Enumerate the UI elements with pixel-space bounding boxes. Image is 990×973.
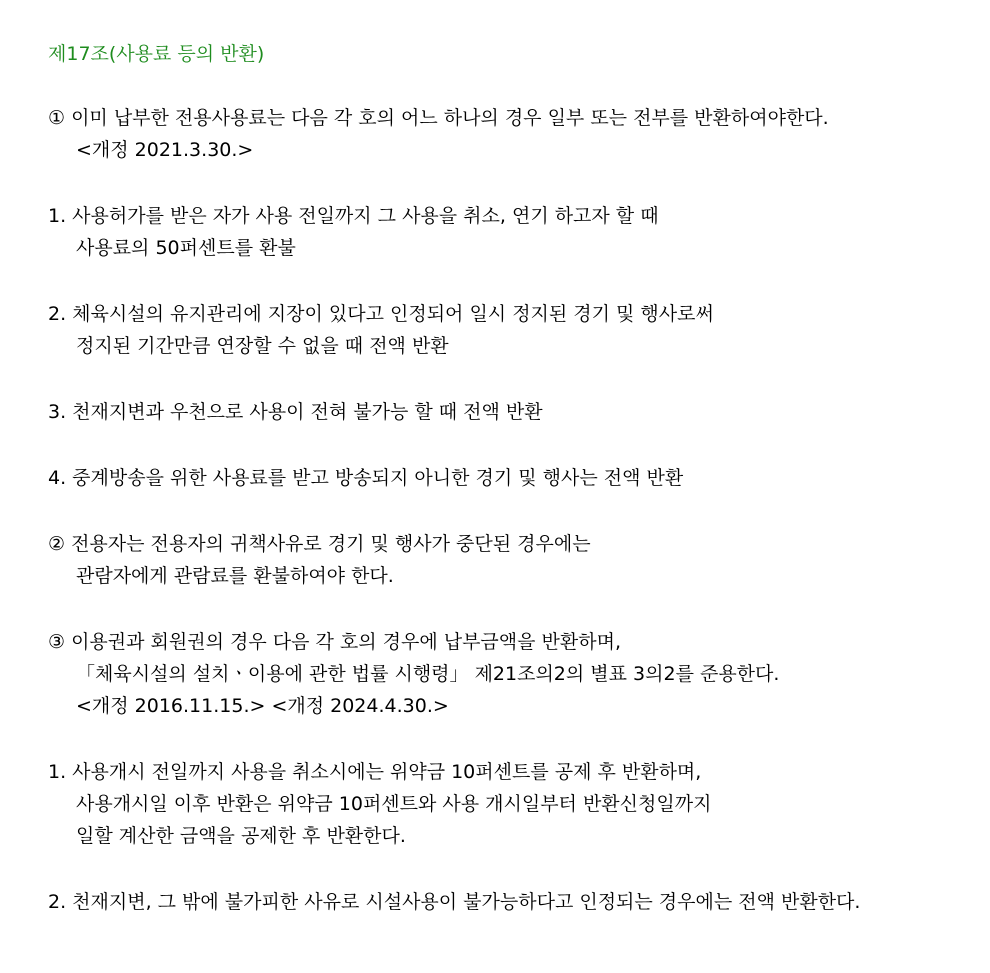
- item-line: 사용료의 50퍼센트를 환불: [76, 237, 296, 259]
- paragraph-3-line-1: ③ 이용권과 회원권의 경우 다음 각 호의 경우에 납부금액을 반환하며,: [48, 631, 621, 653]
- paragraph-3-line-2: 「체육시설의 설치ㆍ이용에 관한 법률 시행령」 제21조의2의 별표 3의2를 준용한다.: [76, 663, 780, 685]
- paragraph-1-item-3: [48, 396, 978, 428]
- paragraph-3: [48, 626, 978, 722]
- paragraph-1-item-4: [48, 462, 978, 494]
- paragraph-2-line-2: 관람자에게 관람료를 환불하여야 한다.: [76, 565, 394, 587]
- paragraph-1-item-2: [48, 298, 978, 362]
- item-line: 4. 중계방송을 위한 사용료를 받고 방송되지 아니한 경기 및 행사는 전액 반환: [48, 467, 684, 489]
- paragraph-1-item-1: [48, 200, 978, 264]
- item-line: 일할 계산한 금액을 공제한 후 반환한다.: [76, 825, 406, 847]
- item-line: 정지된 기간만큼 연장할 수 없을 때 전액 반환: [76, 335, 449, 357]
- paragraph-2-line-1: ② 전용자는 전용자의 귀책사유로 경기 및 행사가 중단된 경우에는: [48, 533, 591, 555]
- document-body: [48, 40, 978, 952]
- item-line: 2. 체육시설의 유지관리에 지장이 있다고 인정되어 일시 정지된 경기 및 행사로써: [48, 303, 714, 325]
- item-line: 1. 사용허가를 받은 자가 사용 전일까지 그 사용을 취소, 연기 하고자 할 때: [48, 205, 659, 227]
- paragraph-1-line-1: ① 이미 납부한 전용사용료는 다음 각 호의 어느 하나의 경우 일부 또는 전부를 반환하여야한다.: [48, 107, 829, 129]
- paragraph-2: [48, 528, 978, 592]
- item-line: 2. 천재지변, 그 밖에 불가피한 사유로 시설사용이 불가능하다고 인정되는 경우에는 전액 반환한다.: [48, 891, 861, 913]
- paragraph-3-item-2: [48, 886, 978, 918]
- item-line: 3. 천재지변과 우천으로 사용이 전혀 불가능 할 때 전액 반환: [48, 401, 543, 423]
- paragraph-1: [48, 102, 978, 166]
- article-title: 제17조(사용료 등의 반환): [48, 43, 265, 65]
- item-line: 1. 사용개시 전일까지 사용을 취소시에는 위약금 10퍼센트를 공제 후 반환하며,: [48, 761, 702, 783]
- paragraph-1-amendment: <개정 2021.3.30.>: [76, 139, 254, 161]
- paragraph-3-amendment: <개정 2016.11.15.> <개정 2024.4.30.>: [76, 695, 449, 717]
- paragraph-3-item-1: [48, 756, 978, 852]
- item-line: 사용개시일 이후 반환은 위약금 10퍼센트와 사용 개시일부터 반환신청일까지: [76, 793, 712, 815]
